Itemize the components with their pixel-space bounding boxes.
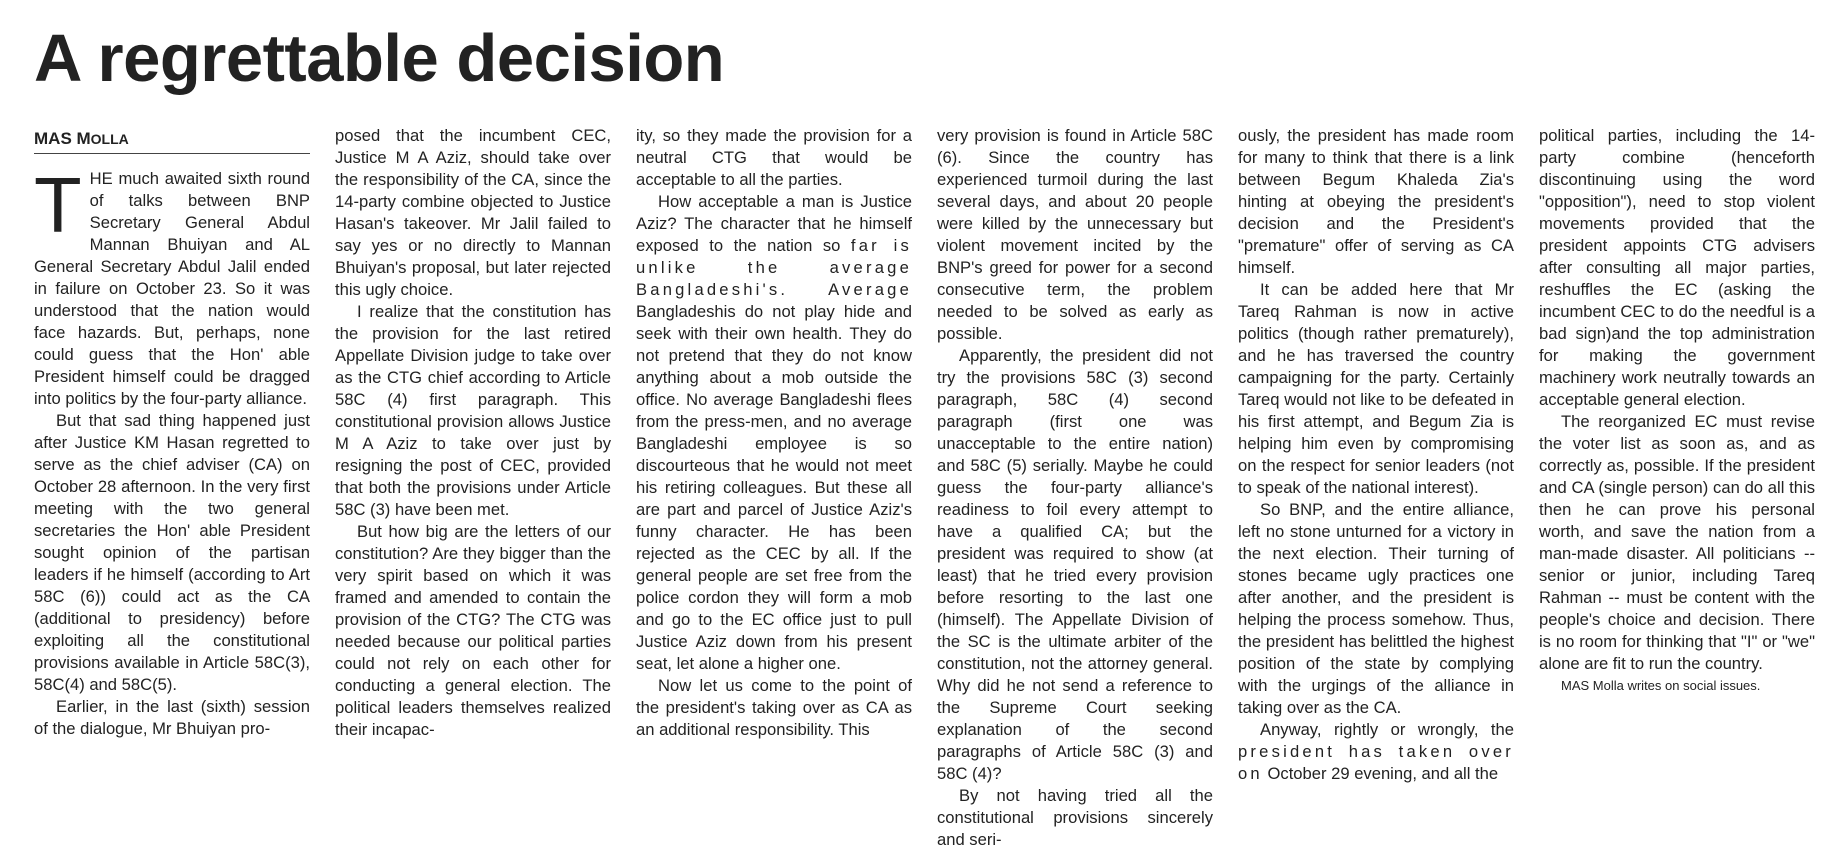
paragraph: The reorganized EC must revise the voter list as soon as, and as correctly as, possible. If the president and CA (single person) can do all this then he can prove his personal worth, and save the nation from a man-made disaster. All politicians -- senior or junior, including Tareq Rahman -- must be content with the people's choice and decision. There is no room for thinking that "I" or "we" alone are fit to run the country.	[1539, 412, 1815, 673]
byline-rest: OLLA	[90, 131, 129, 147]
paragraph-part: October 29 evening, and all the	[1267, 764, 1499, 783]
paragraph: Earlier, in the last (sixth) session of the dialogue, Mr Bhuiyan pro-	[34, 697, 310, 738]
paragraph	[1238, 719, 1514, 785]
column-2	[335, 125, 611, 790]
paragraph: But how big are the letters of our constitution? Are they bigger than the very spirit based on which it was framed and amended to contain the provision of the CTG? The CTG was needed because our political parties could not rely on each other for conducting a general election. The political leaders themselves realized their incapac-	[335, 522, 611, 739]
paragraph: Now let us come to the point of the president's taking over as CA as an additional responsibility. This	[636, 676, 912, 739]
paragraph	[636, 191, 912, 675]
column-6	[1539, 125, 1815, 790]
paragraph: political parties, including the 14-party combine (henceforth discontinuing using the word "opposition"), need to stop violent movements provided that the president appoints CTG advisers after consulting all major parties, reshuffles the EC (asking the incumbent CEC to do the needful is a bad sign)and the top administration for making the government machinery work neutrally towards an acceptable general election.	[1539, 126, 1815, 409]
column-4	[937, 125, 1213, 849]
paragraph: ously, the president has made room for many to think that there is a link between Begum Khaleda Zia's hinting at obeying the president's decision and the President's "premature" offer of serving as CA himself.	[1238, 126, 1514, 277]
paragraph: very provision is found in Article 58C (6). Since the country has experienced turmoil during the last several days, and about 20 people were killed by the unnecessary but violent movement incited by the BNP's greed for power for a second consecutive term, the problem needed to be solved as early as possible.	[937, 126, 1213, 343]
author-note: MAS Molla writes on social issues.	[1561, 678, 1761, 693]
paragraph: ity, so they made the provision for a neutral CTG that would be acceptable to all the parties.	[636, 126, 912, 189]
column-3	[636, 125, 912, 790]
column-1	[34, 128, 310, 793]
lead-text: HE much awaited sixth round of talks between BNP Secretary General Abdul Mannan Bhuiyan and AL General Secretary Abdul Jalil ended in failure on October 23. So it was understood that the nation would face hazards. But, perhaps, none could guess that the Hon' able President himself could be dragged into politics by the four-party alliance.	[34, 169, 310, 408]
byline-first: MAS M	[34, 129, 91, 148]
paragraph: I realize that the constitution has the provision for the last retired Appellate Division judge to take over as the CTG chief according to Article 58C (4) first paragraph. This constitutional provision allows Justice M A Aziz to take over just by resigning the post of CEC, provided that both the provisions under Article 58C (3) have been met.	[335, 302, 611, 519]
paragraph: It can be added here that Mr Tareq Rahman is now in active politics (though rather prematurely), and he has traversed the country campaigning for the party. Certainly Tareq would not like to be defeated in his first attempt, and Begum Zia is helping him even by compromising on the respect for senior leaders (not to speak of the national interest).	[1238, 280, 1514, 497]
paragraph: posed that the incumbent CEC, Justice M A Aziz, should take over the responsibility of the CA, since the 14-party combine objected to Justice Hasan's takeover. Mr Jalil failed to say yes or no directly to Mannan Bhuiyan's proposal, but later rejected this ugly choice.	[335, 126, 611, 299]
dropcap: T	[34, 161, 82, 249]
headline: A regrettable decision	[34, 21, 725, 96]
paragraph-part-spaced: far is unlike the average Bangladeshi's. Average	[636, 236, 912, 299]
column-5	[1238, 125, 1514, 790]
lead-paragraph	[34, 161, 310, 410]
paragraph-part: Bangladeshis do not play hide and seek with their own health. They do not pretend that they do not know anything about a mob outside the office. No average Bangladeshi flees from the press-men, and no average Bangladeshi employee is so discourteous that he would not meet his retiring colleagues. But these all are part and parcel of Justice Aziz's funny character. He has been rejected as the CEC by all. If the general people are set free from the police cordon they will form a mob and go to the EC office just to pull Justice Aziz down from his present seat, let alone a higher one.	[636, 302, 912, 673]
paragraph: But that sad thing happened just after Justice KM Hasan regretted to serve as the chief adviser (CA) on October 28 afternoon. In the very first meeting with the two general secretaries the Hon' able President sought opinion of the partisan leaders if he himself (according to Art 58C (6)) could act as the CA (additional to presidency) before exploiting all the constitutional provisions available in Article 58C(3), 58C(4) and 58C(5).	[34, 411, 310, 694]
byline	[34, 128, 310, 154]
paragraph-part: How acceptable a man is Justice Aziz? The character that he himself exposed to the nation so	[636, 192, 912, 255]
paragraph-part-spaced: president has taken over on	[1238, 742, 1514, 783]
paragraph: By not having tried all the constitutional provisions sincerely and seri-	[937, 786, 1213, 849]
paragraph-part: Anyway, rightly or wrongly, the	[1260, 720, 1514, 739]
paragraph: So BNP, and the entire alliance, left no stone unturned for a victory in the next election. Their turning of stones became ugly practices one after another, and the president is helping the process somehow. Thus, the president has belittled the highest position of the state by complying with the urgings of the alliance in taking over as the CA.	[1238, 500, 1514, 717]
paragraph: Apparently, the president did not try the provisions 58C (3) second paragraph, 58C (4) second paragraph (first one was unacceptable to the entire nation) and 58C (5) serially. Maybe he could guess the four-party alliance's readiness to foil every attempt to have a qualified CA; but the president was required to show (at least) that he tried every provision before resorting to the last one (himself). The Appellate Division of the SC is the ultimate arbiter of the constitution, not the attorney general. Why did he not send a reference to the Supreme Court seeking explanation of the second paragraphs of Article 58C (3) and 58C (4)?	[937, 346, 1213, 783]
